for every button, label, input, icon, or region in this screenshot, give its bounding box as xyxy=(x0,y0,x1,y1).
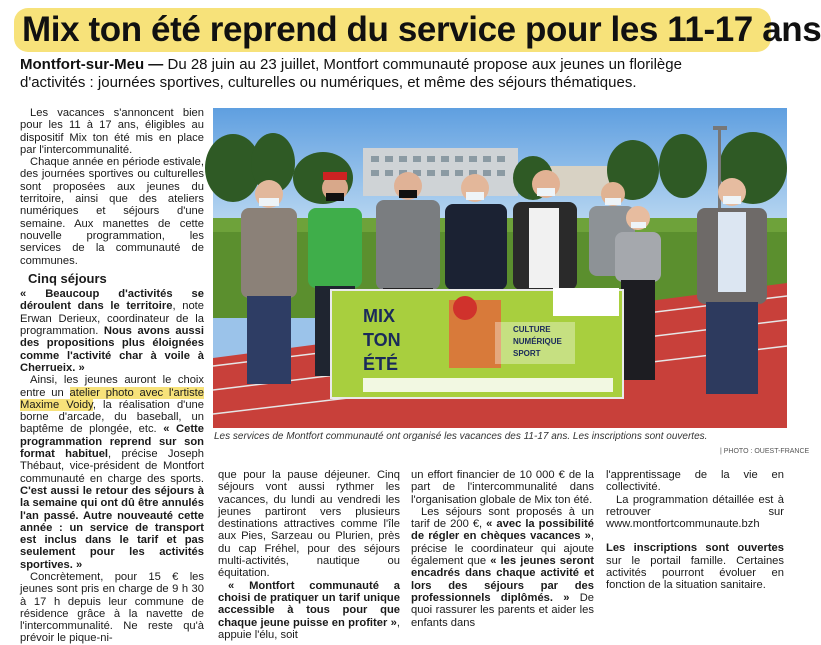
quote-bold: « avec la possibilité de régler en chèques vacances » xyxy=(411,518,594,543)
quote-bold: Nous avons aussi des propositions plus éloignées comme l'activité char à voile à Cherrueix. » xyxy=(20,325,204,374)
dateline: Montfort-sur-Meu — xyxy=(20,56,164,73)
paragraph xyxy=(218,580,400,641)
paragraph: La programmation détaillée est à retrouver sur www.montfortcommunaute.bzh xyxy=(606,493,784,531)
text-column-4 xyxy=(606,469,784,592)
text-run: sur le portail famille. Certaines activités pourront évoluer en fonction de la situation sanitaire. xyxy=(606,554,784,592)
text-column-1 xyxy=(20,107,204,645)
quote-bold: C'est aussi le retour des séjours à la semaine qui ont dû être annulés l'an passé. Autre nouveauté cette année : un service de transport est inclus dans le tarif et pas seulement pour les activités sportives. » xyxy=(20,484,204,571)
text-bold: Les inscriptions sont ouvertes xyxy=(606,542,784,555)
text-column-2 xyxy=(218,469,400,641)
paragraph: Les vacances s'annoncent bien pour les 11 à 17 ans, éligibles au dispositif Mix ton été mis en place par l'intercommunalité. xyxy=(20,107,204,156)
quote-bold: « Montfort communauté a choisi de pratiquer un tarif unique accessible à tous pour que chaque jeune puisse en profiter » xyxy=(218,579,400,629)
photo-caption: Les services de Montfort communauté ont organisé les vacances des 11-17 ans. Les inscriptions sont ouvertes. xyxy=(214,431,708,442)
text-run: De quoi rassurer les parents et aider les enfants dans xyxy=(411,591,594,629)
article-headline: Mix ton été reprend du service pour les 11-17 ans xyxy=(22,10,821,49)
photo-credit: | PHOTO : OUEST-FRANCE xyxy=(720,448,810,455)
text-run: , la réalisation d'une borne d'arcade, du baseball, un baptême de plongée, etc. xyxy=(20,398,204,436)
paragraph xyxy=(20,288,204,374)
section-subhead: Cinq séjours xyxy=(28,270,107,286)
paragraph: Concrètement, pour 15 € les jeunes sont pris en charge de 9 h 30 à 17 h depuis leur commune de résidence grâce à la navette de l'intercommunalité. Ne reste qu'à prévoir le pique-ni- xyxy=(20,570,204,645)
banner-tag-3: SPORT xyxy=(513,349,541,358)
paragraph: un effort financier de 10 000 € de la part de l'intercommunalité dans l'organisation globale de Mix ton été. xyxy=(411,469,594,506)
lead-line-2: d'activités : journées sportives, culturelles ou numériques, et même des séjours thématiques. xyxy=(20,74,637,91)
quote-bold: « Beaucoup d'activités se déroulent dans le territoire xyxy=(20,288,204,313)
quote-bold: « Cette programmation reprend sur son format habituel xyxy=(20,423,205,461)
banner-word-2: TON xyxy=(363,330,401,350)
banner-tag-1: CULTURE xyxy=(513,325,551,334)
article-lead xyxy=(20,56,780,92)
text-run: , précise Joseph Thébaut, vice-président de Montfort communauté en charge des sports. xyxy=(20,448,204,485)
lead-line-1: Du 28 juin au 23 juillet, Montfort communauté propose aux jeunes un florilège xyxy=(163,56,682,73)
text-run: Ainsi, les jeunes auront le choix entre un xyxy=(20,374,204,399)
text-run: , précise le coordinateur qui ajoute également que xyxy=(411,530,594,568)
article-photo xyxy=(213,108,787,428)
paragraph: l'apprentissage de la vie en collectivité. xyxy=(606,469,784,494)
text-column-3 xyxy=(411,469,594,629)
text-run: Les séjours sont proposés à un tarif de 200 €, xyxy=(411,505,594,531)
banner-tag-2: NUMÉRIQUE xyxy=(513,337,562,346)
banner-word-3: ÉTÉ xyxy=(363,354,399,374)
banner-word-1: MIX xyxy=(363,306,396,326)
text-run: , appuie l'élu, soit xyxy=(218,616,400,641)
mix-ton-ete-banner xyxy=(331,288,623,398)
paragraph xyxy=(606,542,784,591)
highlighted-text: atelier photo avec l'artiste Maxime Voidy xyxy=(20,386,204,411)
paragraph xyxy=(411,506,594,629)
paragraph: que pour la pause déjeuner. Cinq séjours vont aussi rythmer les vacances, du lundi au vendredi les jeunes partiront vers plusieurs destinations attractives comme l'île aux Pies, Sarzeau ou Plurien, près du cap Fréhel, pour des séjours multi-activités, nautique ou équitation. xyxy=(218,469,400,580)
photo-illustration xyxy=(213,108,787,428)
quote-bold: « les jeunes seront encadrés dans chaque activité et lors des séjours par des professionnels diplômés. » xyxy=(411,555,594,604)
paragraph xyxy=(20,374,204,571)
quote-attribution: , note Erwan Derieux, coordinateur de la programmation. xyxy=(20,300,204,338)
paragraph: Chaque année en période estivale, des journées sportives ou culturelles sont proposées aux jeunes du territoire, ainsi que des ateliers numériques et séjours d'une semaine. Aux manettes de cette nouvelle programmation, les services de la communauté de communes. xyxy=(20,156,204,267)
